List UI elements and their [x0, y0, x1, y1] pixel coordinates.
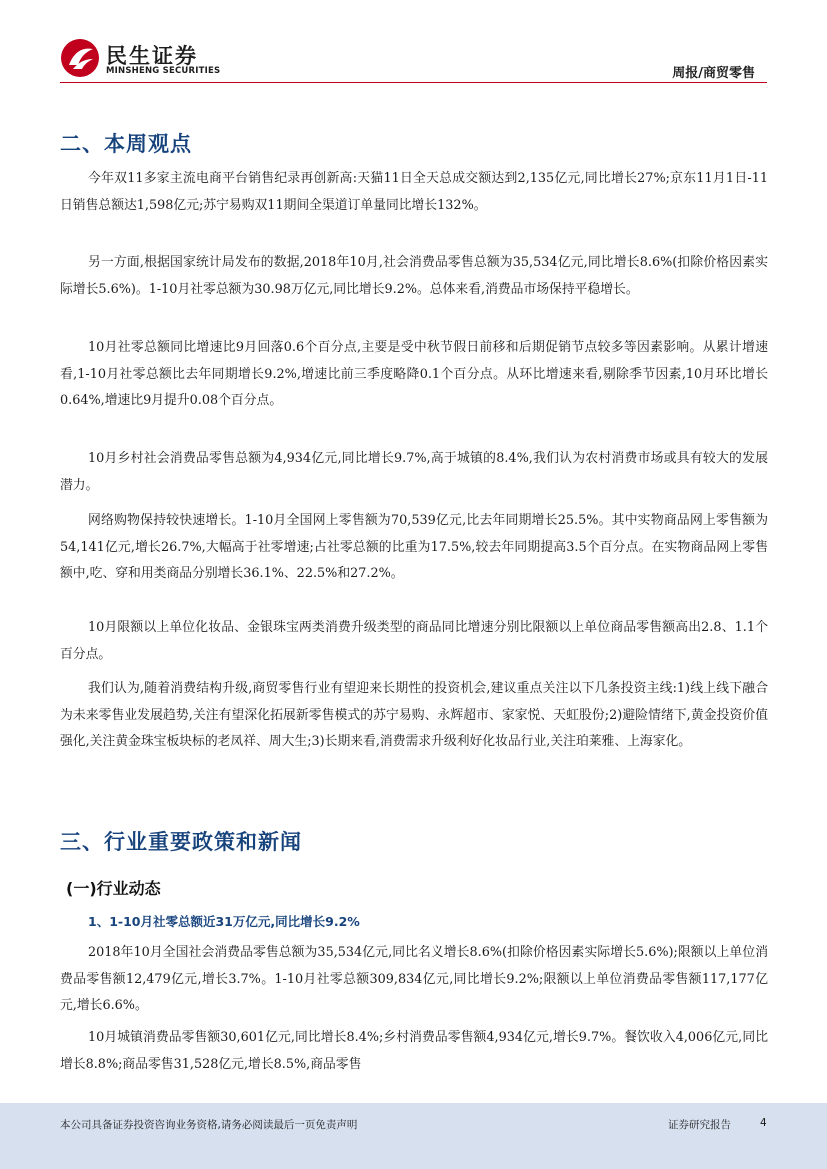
paragraph-investment-view: 我们认为,随着消费结构升级,商贸零售行业有望迎来长期性的投资机会,建议重点关注以下几条投资主线:1)线上线下融合为未来零售业发展趋势,关注有望深化拓展新零售模式的苏宁易购、永辉超市、家家悦、天虹股份;2)避险情绪下,黄金投资价值强化,关注黄金珠宝板块标的老凤祥、周大生;3)长期来看,消费需求升级利好化妆品行业,关注珀莱雅、上海家化。 [60, 681, 768, 749]
brand-name-cn: 民生证券 [106, 44, 198, 68]
report-type: 周报/商贸零售 [672, 66, 755, 81]
section-title-news: 三、行业重要政策和新闻 [60, 830, 302, 854]
paragraph-urban-rural: 10月城镇消费品零售额30,601亿元,同比增长8.4%;乡村消费品零售额4,934亿元,增长9.7%。餐饮收入4,006亿元,同比增长8.8%;商品零售31,528亿元,增长8.5%,商品零售 [60, 1030, 768, 1072]
item-title-retail: 1、1-10月社零总额近31万亿元,同比增长9.2% [88, 914, 360, 929]
footer-disclaimer: 本公司具备证券投资咨询业务资格,请务必阅读最后一页免责声明 [60, 1119, 358, 1131]
paragraph-oct-retail: 2018年10月全国社会消费品零售总额为35,534亿元,同比名义增长8.6%(扣除价格因素实际增长5.6%);限额以上单位消费品零售额12,479亿元,增长3.7%。1-10月社零总额309,834亿元,同比增长9.2%;限额以上单位消费品零售额117,177亿元,增长6.6%。 [60, 945, 768, 1013]
paragraph-growth-analysis: 10月社零总额同比增速比9月回落0.6个百分点,主要是受中秋节假日前移和后期促销节点较多等因素影响。从累计增速看,1-10月社零总额比去年同期增长9.2%,增速比前三季度略降0.1个百分点。从环比增速来看,剔除季节因素,10月环比增长0.64%,增速比9月提升0.08个百分点。 [60, 340, 768, 408]
header-divider [60, 82, 767, 83]
paragraph-online: 网络购物保持较快速增长。1-10月全国网上零售额为70,539亿元,比去年同期增长25.5%。其中实物商品网上零售额为54,141亿元,增长26.7%,大幅高于社零增速;占社零总额的比重为17.5%,较去年同期提高3.5个百分点。在实物商品网上零售额中,吃、穿和用类商品分别增长36.1%、22.5%和27.2%。 [60, 513, 768, 581]
page-footer [0, 1103, 827, 1169]
paragraph-rural: 10月乡村社会消费品零售总额为4,934亿元,同比增长9.7%,高于城镇的8.4%,我们认为农村消费市场或具有较大的发展潜力。 [60, 451, 768, 493]
subsection-title-dynamics: (一)行业动态 [66, 879, 161, 898]
page-number: 4 [760, 1117, 767, 1129]
paragraph-upgrade-categories: 10月限额以上单位化妆品、金银珠宝两类消费升级类型的商品同比增速分别比限额以上单位商品零售额高出2.8、1.1个百分点。 [60, 620, 768, 662]
paragraph-double11: 今年双11多家主流电商平台销售纪录再创新高:天猫11日全天总成交额达到2,135亿元,同比增长27%;京东11月1日-11日销售总额达1,598亿元;苏宁易购双11期间全渠道订单量同比增长132%。 [60, 171, 768, 213]
page-header [0, 0, 827, 82]
minsheng-logo-icon [60, 38, 100, 78]
section-title-view: 二、本周观点 [60, 132, 192, 156]
paragraph-retail-total: 另一方面,根据国家统计局发布的数据,2018年10月,社会消费品零售总额为35,534亿元,同比增长8.6%(扣除价格因素实际增长5.6%)。1-10月社零总额为30.98万亿元,同比增长9.2%。总体来看,消费品市场保持平稳增长。 [60, 255, 768, 297]
brand-name-en: MINSHENG SECURITIES [106, 66, 221, 76]
footer-label: 证券研究报告 [668, 1119, 731, 1131]
